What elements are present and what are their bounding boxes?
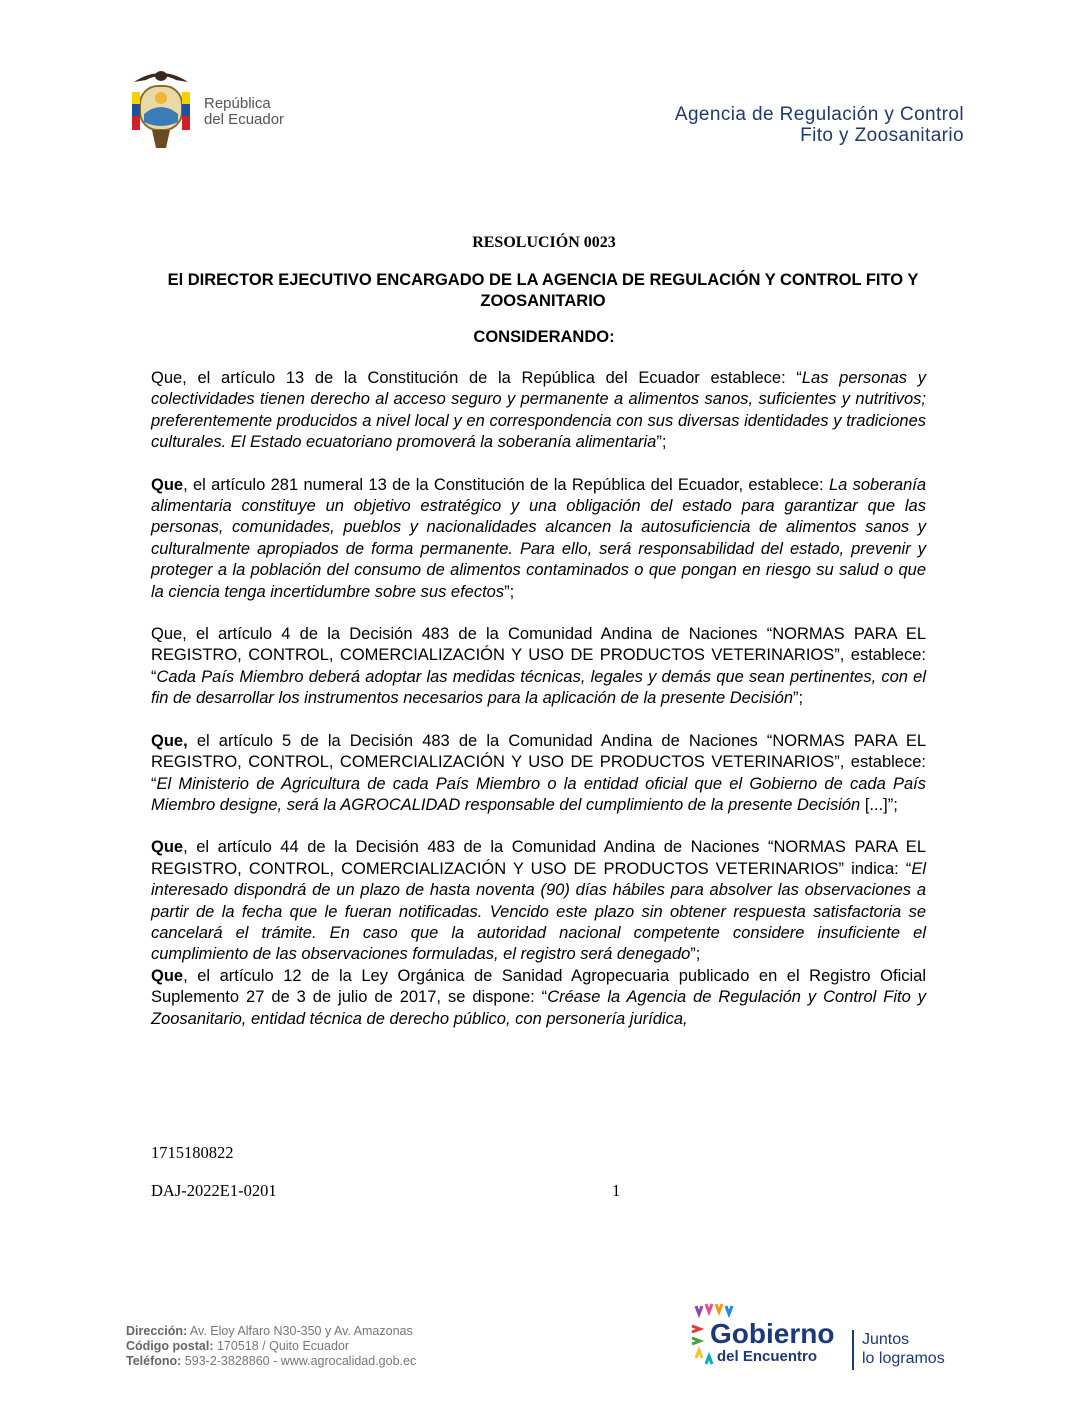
director-title: El DIRECTOR EJECUTIVO ENCARGADO DE LA AGENCIA DE REGULACIÓN Y CONTROL FITO Y ZOOSANITARIO [167,271,919,310]
gobierno-encuentro-logo [690,1302,970,1372]
que-lead: Que, [151,625,187,644]
paragraph-text: el artículo 4 de la Decisión 483 de la Comunidad Andina de Naciones “NORMAS PARA EL REGISTRO, CONTROL, COMERCIALIZACIÓN Y USO DE PRODUCTOS VETERINARIOS”, establece: “ [151,625,926,686]
country-line1: República [204,95,271,112]
document-body [151,368,926,1030]
daj-code: DAJ-2022E1-0201 [151,1181,277,1200]
considerando-paragraph [151,731,926,817]
document-number: 1715180822 [151,1143,234,1162]
quoted-text: El interesado dispondrá de un plazo de hasta noventa (90) días hábiles para absolver las observaciones a partir de la fecha que le fueran notificadas. Vencido este plazo sin obtener respuesta satisfactoria se cancelará el trámite. En caso que la autoridad nacional competente considere insuficiente el cumplimiento de las observaciones formuladas, el registro será denegado [151,859,926,964]
quoted-text: La soberanía alimentaria constituye un objetivo estratégico y una obligación del estado para garantizar que las personas, comunidades, pueblos y nacionalidades alcancen la autosuficiencia de alimentos sanos y culturalmente apropiados de forma permanente. Para ello, será responsabilidad del estado, prevenir y proteger a la población del consumo de alimentos contaminados o que pongan en riesgo su salud o que la ciencia tenga incertidumbre sobre sus efectos [151,475,927,601]
que-lead: Que [151,475,184,494]
paragraph-tail: ”; [690,945,701,964]
encuentro-word: del Encuentro [717,1348,818,1365]
phone-line [126,1354,416,1369]
gobierno-word: Gobierno [710,1318,835,1349]
country-line2: del Ecuador [204,111,285,128]
quoted-text: Las personas y colectividades tienen derecho al acceso seguro y permanente a alimentos sanos, suficientes y nutritivos; preferentemente producidos a nivel local y en correspondencia con sus diversas identidades y tradiciones culturales. El Estado ecuatoriano promoverá la soberanía alimentaria [151,369,926,452]
quoted-text: Cada País Miembro deberá adoptar las medidas técnicas, legales y demás que sean pertinentes, con el fin de desarrollar los instrumentos necesarios para la aplicación de la presente Decisión [151,667,926,708]
paragraph-tail: ”; [656,433,667,452]
phone-value: 593-2-3828860 - www.agrocalidad.gob.ec [181,1354,417,1368]
quoted-text: El Ministerio de Agricultura de cada País Miembro o la entidad oficial que el Gobierno de cada País Miembro designe, será la AGROCALIDAD responsable del cumplimiento de la presente Decisión [151,774,926,814]
resolution-title: RESOLUCIÓN 0023 [472,234,616,251]
considerando-paragraph [151,966,926,1030]
address-value: Av. Eloy Alfaro N30-350 y Av. Amazonas [187,1324,413,1338]
considerando-paragraph [151,624,926,710]
page-number: 1 [612,1181,621,1200]
considerando-paragraph [151,837,926,965]
paragraph-text: , el artículo 44 de la Decisión 483 de la Comunidad Andina de Naciones “NORMAS PARA EL REGISTRO, CONTROL, COMERCIALIZACIÓN Y USO DE PRODUCTOS VETERINARIOS” indica: “ [151,838,926,878]
considerando-paragraph [151,368,926,454]
paragraph-text: , el artículo 281 numeral 13 de la Constitución de la República del Ecuador, establece: [183,475,829,494]
paragraph-text: , el artículo 12 de la Ley Orgánica de Sanidad Agropecuaria publicado en el Registro Oficial Suplemento 27 de 3 de julio de 2017, se dispone: “ [151,966,926,1007]
postal-value: 170518 / Quito Ecuador [213,1339,350,1353]
slogan [862,1330,945,1368]
que-lead: Que [151,966,184,985]
phone-label: Teléfono: [126,1354,182,1368]
paragraph-text: el artículo 13 de la Constitución de la República del Ecuador establece: “ [186,369,802,387]
agency-line1: Agencia de Regulación y Control [674,104,964,125]
paragraph-text: el artículo 5 de la Decisión 483 de la Comunidad Andina de Naciones “NORMAS PARA EL REGISTRO, CONTROL, COMERCIALIZACIÓN Y USO DE PRODUCTOS VETERINARIOS”, establece: “ [151,731,926,793]
agency-line2: Fito y Zoosanitario [800,125,964,146]
country-name [204,96,284,128]
postal-label: Código postal: [126,1339,214,1353]
coat-of-arms-icon [126,64,196,152]
que-lead: Que, [151,731,188,750]
address-line [126,1324,416,1339]
quoted-text: Créase la Agencia de Regulación y Control Fito y Zoosanitario, entidad técnica de derecho público, con personería jurídica, [151,988,927,1028]
agency-name [675,104,964,146]
address-label: Dirección: [126,1324,188,1338]
considerando-heading: CONSIDERANDO: [473,328,615,346]
slogan-line1: Juntos [862,1331,910,1348]
que-lead: Que, [151,369,187,387]
paragraph-tail: ”; [793,689,804,708]
que-lead: Que [151,838,184,857]
logo-divider [852,1330,854,1370]
postal-line [126,1339,416,1354]
paragraph-tail: [...]”; [860,795,898,814]
paragraph-tail: ”; [504,582,515,601]
footer-address [126,1324,416,1369]
slogan-line2: lo logramos [862,1350,945,1367]
considerando-paragraph [151,475,926,603]
republica-ecuador-logo [126,64,316,154]
